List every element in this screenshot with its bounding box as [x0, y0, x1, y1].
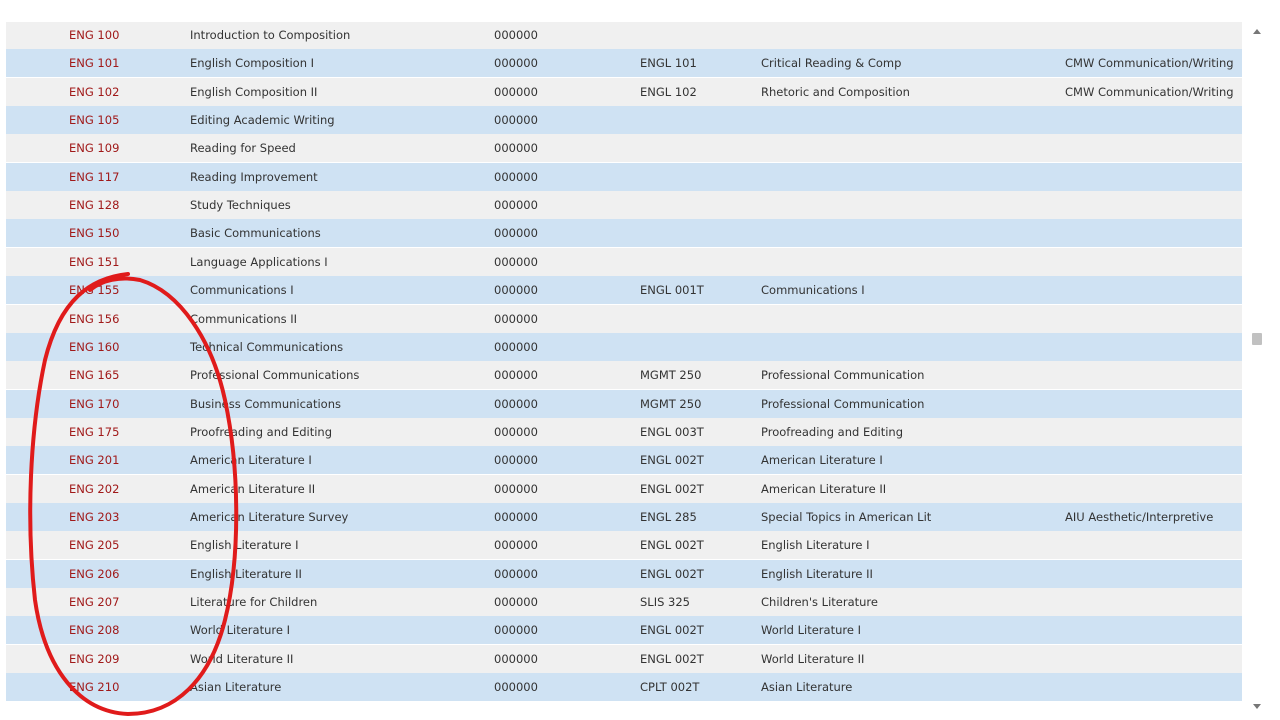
equivalent-course-title: Professional Communication: [761, 368, 925, 383]
table-row: [6, 390, 1242, 418]
course-number: 000000: [494, 198, 538, 213]
course-title: English Composition I: [190, 56, 315, 71]
course-code-link[interactable]: ENG 155: [69, 283, 120, 298]
equivalent-course-code: ENGL 002T: [640, 481, 704, 496]
course-code-link[interactable]: ENG 203: [69, 509, 120, 524]
course-title: Basic Communications: [190, 226, 321, 241]
table-row: [6, 191, 1242, 219]
course-title: Professional Communications: [190, 368, 360, 383]
table-row: [6, 503, 1242, 531]
table-row: [6, 446, 1242, 474]
equivalent-course-title: Professional Communication: [761, 396, 925, 411]
equivalent-course-code: CPLT 002T: [640, 680, 700, 695]
course-code-link[interactable]: ENG 160: [69, 339, 120, 354]
equivalent-course-code: ENGL 101: [640, 56, 697, 71]
course-number: 000000: [494, 283, 538, 298]
equivalent-course-title: World Literature II: [761, 651, 865, 666]
course-number: 000000: [494, 169, 538, 184]
course-code-link[interactable]: ENG 165: [69, 368, 120, 383]
table-row: [6, 333, 1242, 361]
course-title: Literature for Children: [190, 595, 318, 609]
equivalent-course-title: American Literature II: [761, 481, 887, 496]
equivalent-course-code: ENGL 002T: [640, 453, 704, 468]
course-number: 000000: [494, 566, 538, 581]
vertical-scrollbar[interactable]: [1250, 27, 1264, 711]
table-row: [6, 531, 1242, 559]
equivalent-course-code: ENGL 002T: [640, 538, 704, 553]
course-code-link[interactable]: ENG 201: [69, 453, 120, 468]
course-code-link[interactable]: ENG 170: [69, 396, 120, 411]
course-title: Technical Communications: [190, 339, 344, 354]
equivalent-course-title: Asian Literature: [761, 680, 853, 695]
course-code-link[interactable]: ENG 202: [69, 481, 120, 496]
course-title: Business Communications: [190, 396, 341, 411]
equivalent-course-code: ENGL 002T: [640, 566, 704, 581]
equivalent-course-code: SLIS 325: [640, 595, 691, 609]
course-number: 000000: [494, 424, 538, 439]
equivalent-course-code: ENGL 001T: [640, 283, 704, 298]
course-code-link[interactable]: ENG 151: [69, 254, 120, 269]
course-number: 000000: [494, 396, 538, 411]
scroll-down-arrow-icon[interactable]: [1253, 704, 1261, 709]
course-code-link[interactable]: ENG 100: [69, 28, 120, 42]
course-equivalency-table: [6, 22, 1242, 712]
course-number: 000000: [494, 141, 538, 156]
equivalent-course-title: Children's Literature: [761, 595, 878, 609]
course-code-link[interactable]: ENG 206: [69, 566, 120, 581]
course-title: World Literature I: [190, 623, 290, 638]
course-number: 000000: [494, 509, 538, 524]
course-number: 000000: [494, 339, 538, 354]
equivalent-course-title: World Literature I: [761, 623, 861, 638]
course-title: World Literature II: [190, 651, 294, 666]
course-number: 000000: [494, 453, 538, 468]
equivalent-course-title: Rhetoric and Composition: [761, 84, 910, 99]
course-title: Communications I: [190, 283, 294, 298]
course-title: English Literature II: [190, 566, 302, 581]
course-title: American Literature I: [190, 453, 312, 468]
table-row: [6, 361, 1242, 389]
course-number: 000000: [494, 538, 538, 553]
table-row: [6, 22, 1242, 49]
equivalent-course-title: Communications I: [761, 283, 865, 298]
course-number: 000000: [494, 226, 538, 241]
course-title: Asian Literature: [190, 680, 282, 695]
equivalent-course-title: American Literature I: [761, 453, 883, 468]
course-title: American Literature II: [190, 481, 316, 496]
course-code-link[interactable]: ENG 156: [69, 311, 120, 326]
course-title: English Literature I: [190, 538, 299, 553]
course-title: Language Applications I: [190, 254, 328, 269]
course-title: American Literature Survey: [190, 509, 349, 524]
gen-ed-category: CMW Communication/Writing: [1065, 56, 1234, 71]
course-title: Reading Improvement: [190, 169, 318, 184]
course-code-link[interactable]: ENG 105: [69, 113, 120, 128]
table-row: [6, 645, 1242, 673]
course-code-link[interactable]: ENG 150: [69, 226, 120, 241]
table-row: [6, 163, 1242, 191]
table-row: [6, 616, 1242, 644]
course-code-link[interactable]: ENG 210: [69, 680, 120, 695]
equivalent-course-code: ENGL 002T: [640, 651, 704, 666]
table-row: [6, 560, 1242, 588]
course-code-link[interactable]: ENG 208: [69, 623, 120, 638]
course-number: 000000: [494, 84, 538, 99]
course-title: Introduction to Composition: [190, 28, 351, 42]
course-code-link[interactable]: ENG 205: [69, 538, 120, 553]
course-number: 000000: [494, 311, 538, 326]
course-number: 000000: [494, 623, 538, 638]
gen-ed-category: AIU Aesthetic/Interpretive: [1065, 509, 1214, 524]
equivalent-course-title: English Literature I: [761, 538, 870, 553]
table-row: [6, 248, 1242, 276]
equivalent-course-code: ENGL 002T: [640, 623, 704, 638]
table-row: [6, 418, 1242, 446]
course-title: English Composition II: [190, 84, 318, 99]
table-row: [6, 305, 1242, 333]
course-code-link[interactable]: ENG 102: [69, 84, 120, 99]
table-row: [6, 276, 1242, 304]
course-number: 000000: [494, 680, 538, 695]
equivalent-course-title: Critical Reading & Comp: [761, 56, 902, 71]
equivalent-course-title: Proofreading and Editing: [761, 424, 904, 439]
table-row: [6, 673, 1242, 701]
course-title: Proofreading and Editing: [190, 424, 333, 439]
course-code-link[interactable]: ENG 117: [69, 169, 120, 184]
scroll-up-arrow-icon[interactable]: [1253, 29, 1261, 34]
course-code-link[interactable]: ENG 175: [69, 424, 120, 439]
table-row: [6, 134, 1242, 162]
table-row: [6, 49, 1242, 77]
course-title: Editing Academic Writing: [190, 113, 335, 128]
course-code-link[interactable]: ENG 101: [69, 56, 120, 71]
table-row: [6, 588, 1242, 616]
course-code-link[interactable]: ENG 128: [69, 198, 120, 213]
course-number: 000000: [494, 113, 538, 128]
course-number: 000000: [494, 28, 538, 42]
equivalent-course-code: ENGL 003T: [640, 424, 704, 439]
equivalent-course-code: MGMT 250: [640, 368, 702, 383]
equivalent-course-code: ENGL 285: [640, 509, 697, 524]
course-number: 000000: [494, 481, 538, 496]
table-row: [6, 78, 1242, 106]
equivalent-course-title: English Literature II: [761, 566, 873, 581]
course-code-link[interactable]: ENG 207: [69, 595, 120, 609]
table-row: [6, 475, 1242, 503]
table-row: [6, 106, 1242, 134]
course-number: 000000: [494, 56, 538, 71]
table-row: [6, 219, 1242, 247]
course-code-link[interactable]: ENG 209: [69, 651, 120, 666]
course-number: 000000: [494, 368, 538, 383]
equivalent-course-code: MGMT 250: [640, 396, 702, 411]
course-title: Study Techniques: [190, 198, 291, 213]
course-number: 000000: [494, 595, 538, 609]
course-number: 000000: [494, 651, 538, 666]
course-title: Communications II: [190, 311, 298, 326]
course-title: Reading for Speed: [190, 141, 296, 156]
course-code-link[interactable]: ENG 109: [69, 141, 120, 156]
gen-ed-category: CMW Communication/Writing: [1065, 84, 1234, 99]
scrollbar-thumb[interactable]: [1252, 333, 1262, 345]
course-number: 000000: [494, 254, 538, 269]
equivalent-course-code: ENGL 102: [640, 84, 697, 99]
equivalent-course-title: Special Topics in American Lit: [761, 509, 932, 524]
